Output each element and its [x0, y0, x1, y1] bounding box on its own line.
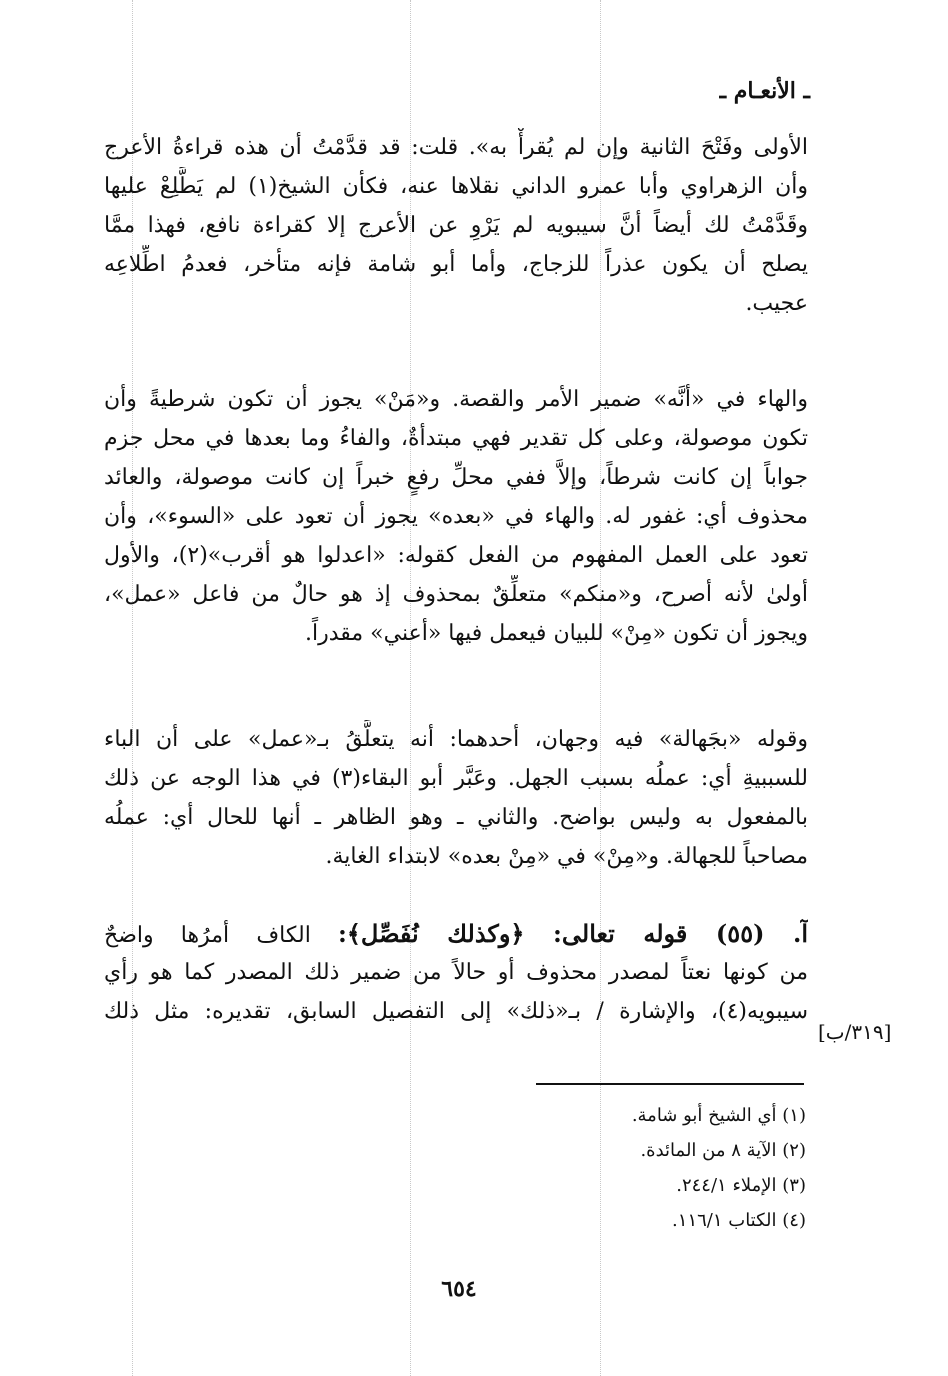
text-line: عجيب.	[745, 291, 808, 316]
verse-heading-continuation: الكاف أمرُها واضحٌ	[104, 923, 311, 948]
verse-heading-line	[104, 914, 808, 953]
text-line: سيبويه(٤)، والإشارة / بـ«ذلك» إلى التفصيل السابق، تقديره: مثل ذلك	[104, 999, 808, 1024]
text-line: ويجوز أن تكون «مِنْ» للبيان فيعمل فيها «أعني» مقدراً.	[305, 621, 808, 646]
text-line: وقوله «بجَهالة» فيه وجهان، أحدهما: أنه يتعلَّقُ بـ«عمل» على أن الباء	[104, 727, 808, 752]
paragraph-4	[104, 914, 808, 1031]
running-head: ـ الأنعـام ـ	[719, 78, 810, 104]
paragraph-3	[104, 720, 808, 876]
text-line: تعود على العمل المفهوم من الفعل كقوله: «اعدلوا هو أقرب»(٢)، والأول	[104, 543, 808, 568]
text-line: وأن الزهراوي وأبا عمرو الداني نقلاها عنه، فكأن الشيخ(١) لم يَطَّلِعْ عليها	[104, 174, 808, 199]
footnote: (١) أي الشيخ أبو شامة.	[631, 1105, 806, 1126]
text-line: بالمفعول به وليس بواضح. والثاني ـ وهو الظاهر ـ أنها للحال أي: عملُه	[104, 805, 808, 830]
text-line: وقَدَّمْتُ لك أيضاً أنَّ سيبويه لم يَرْوِ عن الأعرج إلا كقراءة نافع، فهذا ممَّا	[104, 213, 808, 238]
footnote: (٣) الإملاء ٢٤٤/١.	[676, 1175, 806, 1196]
text-line: والهاء في «أنَّه» ضمير الأمر والقصة. و«مَنْ» يجوز أن تكون شرطيةً وأن	[104, 387, 808, 412]
text-line: من كونها نعتاً لمصدر محذوف أو حالاً من ضمير ذلك المصدر كما هو رأي	[104, 960, 808, 985]
text-line: أولىٰ لأنه أصرح، و«منكم» متعلِّقٌ بمحذوف إذ هو حالٌ من فاعل «عمل»،	[104, 582, 808, 607]
page-number: ٦٥٤	[441, 1276, 477, 1302]
paragraph-2	[104, 380, 808, 653]
text-line: يصلح أن يكون عذراً للزجاج، وأما أبو شامة فإنه متأخر، فعدمُ اطِّلاعِه	[104, 252, 808, 277]
text-line: تكون موصولة، وعلى كل تقدير فهي مبتدأةٌ، والفاءُ وما بعدها في محل جزم	[104, 426, 808, 451]
footnote: (٤) الكتاب ١١٦/١.	[672, 1210, 806, 1231]
footnote: (٢) الآية ٨ من المائدة.	[640, 1140, 806, 1161]
verse-heading: آ. (٥٥) قوله تعالى: ﴿وكذلك نُفَصِّل﴾:	[338, 919, 808, 948]
footnote-divider	[536, 1083, 804, 1085]
text-line: محذوف أي: غفور له. والهاء في «بعده» يجوز أن تعود على «السوء»، وأن	[104, 504, 808, 529]
text-line: جواباً إن كانت شرطاً، وإلاَّ ففي محلِّ رفعٍ خبراً إن كانت موصولة، والعائد	[104, 465, 808, 490]
text-line: الأولى وفَتْحَ الثانية وإن لم يُقرأْ به». قلت: قد قدَّمْتُ أن هذه قراءةُ الأعرج	[104, 135, 808, 160]
text-line: مصاحباً للجهالة. و«مِنْ» في «مِنْ بعده» لابتداء الغاية.	[325, 844, 808, 869]
text-line: للسببيةِ أي: عملُه بسبب الجهل. وعَبَّر أبو البقاء(٣) في هذا الوجه عن ذلك	[104, 766, 808, 791]
manuscript-folio-note: [٣١٩/ب]	[818, 1020, 892, 1044]
paragraph-1	[104, 128, 808, 323]
footnotes	[560, 1098, 806, 1238]
